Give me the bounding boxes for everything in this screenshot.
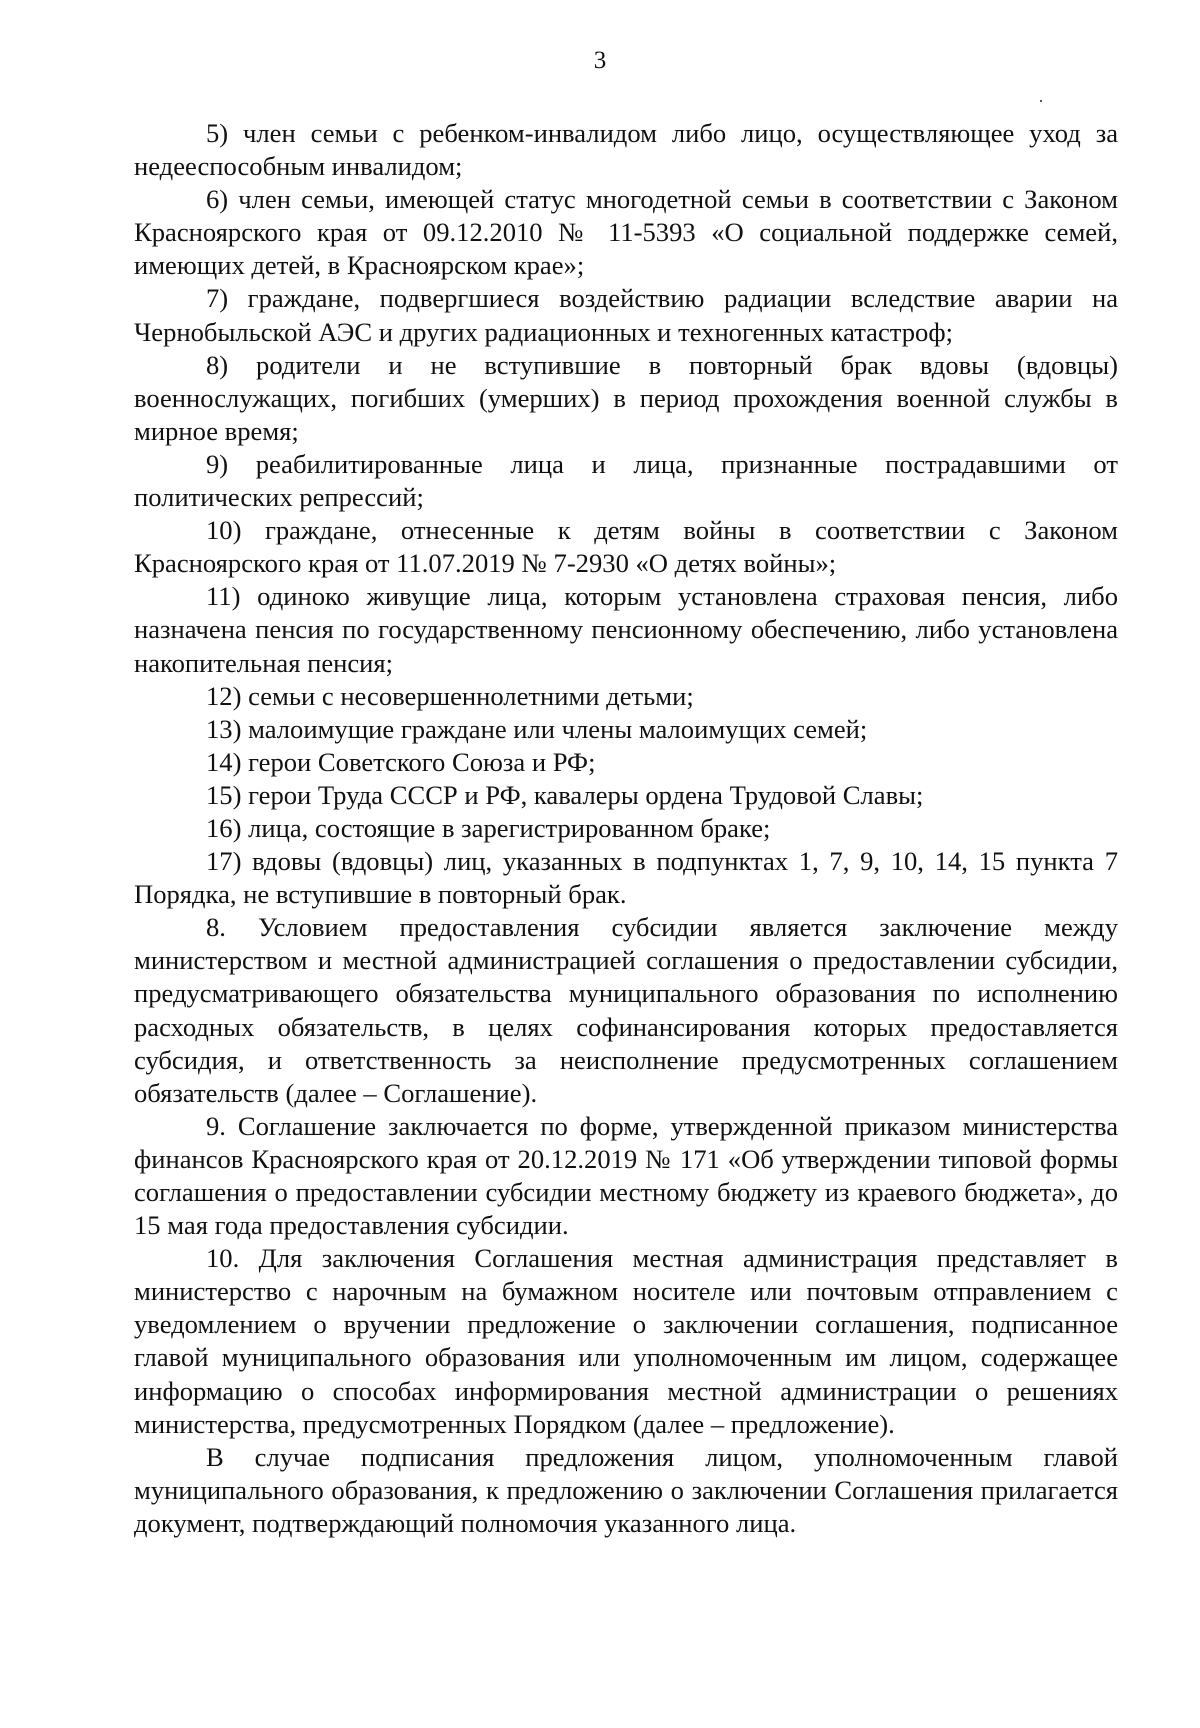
list-item-8: 8) родители и не вступившие в повторный брак вдовы (вдовцы) военнослужащих, погибших (умерших) в период прохождения военной службы в мирное время; bbox=[134, 349, 1118, 446]
list-item-16: 16) лица, состоящие в зарегистрированном браке; bbox=[206, 812, 771, 843]
list-item-11: 11) одиноко живущие лица, которым установлена страховая пенсия, либо назначена пенсия по государственному пенсионному обеспечению, либо установлена накопительная пенсия; bbox=[134, 581, 1118, 678]
list-item-9: 9) реабилитированные лица и лица, признанные пострадавшими от политических репрессий; bbox=[134, 448, 1118, 513]
list-item-13: 13) малоимущие граждане или члены малоимущих семей; bbox=[206, 713, 868, 744]
list-item-15: 15) герои Труда СССР и РФ, кавалеры ордена Трудовой Славы; bbox=[206, 779, 924, 810]
scan-speck bbox=[1040, 100, 1042, 102]
list-item-14: 14) герои Советского Союза и РФ; bbox=[206, 746, 596, 777]
document-body bbox=[134, 117, 1118, 1540]
list-item-17: 17) вдовы (вдовцы) лиц, указанных в подпунктах 1, 7, 9, 10, 14, 15 пункта 7 Порядка, не вступившие в повторный брак. bbox=[134, 846, 1118, 910]
clause-10-continuation: В случае подписания предложения лицом, уполномоченным главой муниципального образования, к предложению о заключении Соглашения прилагается документ, подтверждающий полномочия указанного лица. bbox=[134, 1441, 1118, 1538]
list-item-10: 10) граждане, отнесенные к детям войны в соответствии с Законом Красноярского края от 11.07.2019 № 7-2930 «О детях войны»; bbox=[134, 515, 1118, 579]
list-item-6: 6) член семьи, имеющей статус многодетной семьи в соответствии с Законом Красноярского края от 09.12.2010 № 11-5393 «О социальной поддержке семей, имеющих детей, в Красноярском крае»; bbox=[134, 184, 1118, 281]
clause-9: 9. Соглашение заключается по форме, утвержденной приказом министерства финансов Красноярского края от 20.12.2019 № 171 «Об утверждении типовой формы соглашения о предоставлении субсидии местному бюджету из краевого бюджета», до 15 мая года предоставления субсидии. bbox=[134, 1110, 1118, 1241]
clause-10: 10. Для заключения Соглашения местная администрация представляет в министерство с нарочным на бумажном носителе или почтовым отправлением с уведомлением о вручении предложение о заключении соглашения, подписанное главой муниципального образования или уполномоченным им лицом, содержащее информацию о способах информирования местной администрации о решениях министерства, предусмотренных Порядком (далее – предложение). bbox=[134, 1243, 1118, 1439]
clause-8: 8. Условием предоставления субсидии является заключение между министерством и местной администрацией соглашения о предоставлении субсидии, предусматривающего обязательства муниципального образования по исполнению расходных обязательств, в целях софинансирования которых предоставляется субсидия, и ответственность за неисполнение предусмотренных соглашением обязательств (далее – Соглашение). bbox=[134, 912, 1118, 1108]
list-item-7: 7) граждане, подвергшиеся воздействию радиации вследствие аварии на Чернобыльской АЭС и других радиационных и техногенных катастроф; bbox=[134, 283, 1118, 347]
list-item-5: 5) член семьи с ребенком-инвалидом либо лицо, осуществляющее уход за недееспособным инвалидом; bbox=[134, 118, 1118, 182]
list-item-12: 12) семьи с несовершеннолетними детьми; bbox=[206, 680, 694, 711]
page-number: 3 bbox=[593, 47, 607, 74]
